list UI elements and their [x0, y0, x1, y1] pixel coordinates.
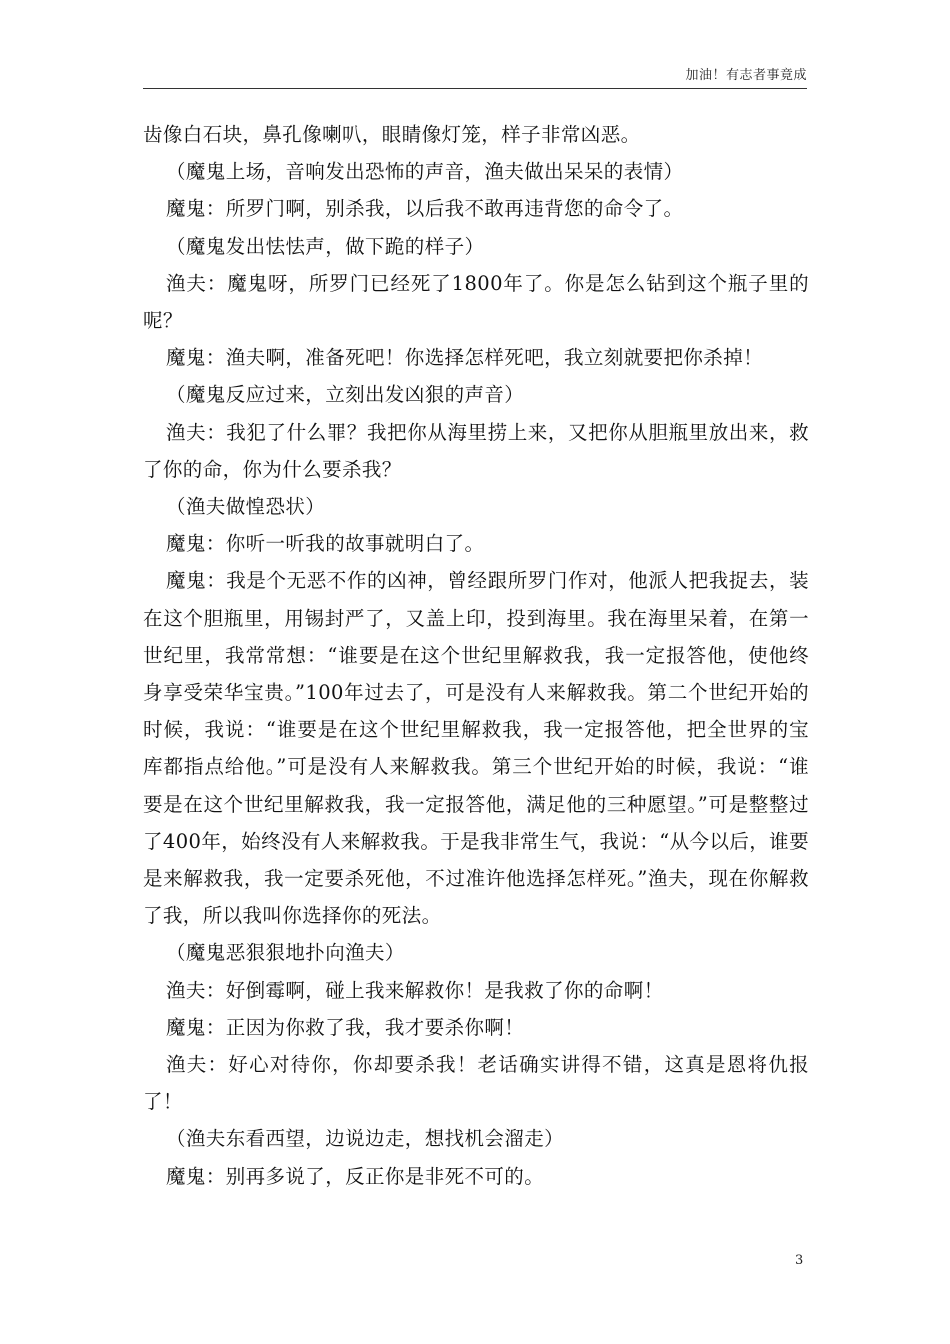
paragraph: （魔鬼发出怯怯声，做下跪的样子）: [166, 234, 485, 258]
paragraph: （魔鬼上场，音响发出恐怖的声音，渔夫做出呆呆的表情）: [166, 160, 684, 184]
paragraph: 魔鬼：我是个无恶不作的凶神，曾经跟所罗门作对，他派人把我捉去，装在这个胆瓶里，用锡封严了，又盖上印，投到海里。我在海里呆着，在第一世纪里，我常常想：“谁要是在这个世纪里解救我，我一定报答他，使他终身享受荣华宝贵。”100年过去了，可是没有人来解救我。第二个世纪开始的时候，我说：“谁要是在这个世纪里解救我，我一定报答他，把全世界的宝库都指点给他。”可是没有人来解救我。第三个世纪开始的时候，我说：“谁要是在这个世纪里解救我，我一定报答他，满足他的三种愿望。”可是整整过了400年，始终没有人来解救我。于是我非常生气，我说：“从今以后，谁要是来解救我，我一定要杀死他，不过准许他选择怎样死。”渔夫，现在你解救了我，所以我叫你选择你的死法。: [143, 569, 809, 928]
paragraph: （魔鬼反应过来，立刻出发凶狠的声音）: [166, 383, 525, 407]
paragraph: （渔夫做惶恐状）: [166, 495, 326, 519]
paragraph: 魔鬼：你听一听我的故事就明白了。: [166, 532, 485, 556]
document-body: [143, 116, 809, 1195]
paragraph: 齿像白石块，鼻孔像喇叭，眼睛像灯笼，样子非常凶恶。: [143, 123, 641, 146]
paragraph: 渔夫：好心对待你，你却要杀我！老话确实讲得不错，这真是恩将仇报了！: [143, 1053, 809, 1114]
paragraph: （魔鬼恶狠狠地扑向渔夫）: [166, 941, 405, 965]
paragraph: 魔鬼：别再多说了，反正你是非死不可的。: [166, 1164, 545, 1188]
page-number: 3: [795, 1253, 804, 1268]
paragraph: 渔夫：魔鬼呀，所罗门已经死了1800年了。你是怎么钻到这个瓶子里的呢？: [143, 271, 809, 333]
paragraph: （渔夫东看西望，边说边走，想找机会溜走）: [166, 1127, 565, 1151]
paragraph: 魔鬼：正因为你救了我，我才要杀你啊！: [166, 1015, 525, 1039]
paragraph: 渔夫：好倒霉啊，碰上我来解救你！是我救了你的命啊！: [166, 978, 664, 1002]
page-header: 加油！有志者事竟成: [685, 68, 807, 83]
paragraph: 渔夫：我犯了什么罪？我把你从海里捞上来，又把你从胆瓶里放出来，救了你的命，你为什么要杀我？: [143, 420, 809, 481]
paragraph: 魔鬼：所罗门啊，别杀我，以后我不敢再违背您的命令了。: [166, 197, 684, 221]
header-divider: [143, 88, 807, 89]
paragraph: 魔鬼：渔夫啊，准备死吧！你选择怎样死吧，我立刻就要把你杀掉！: [166, 346, 764, 370]
